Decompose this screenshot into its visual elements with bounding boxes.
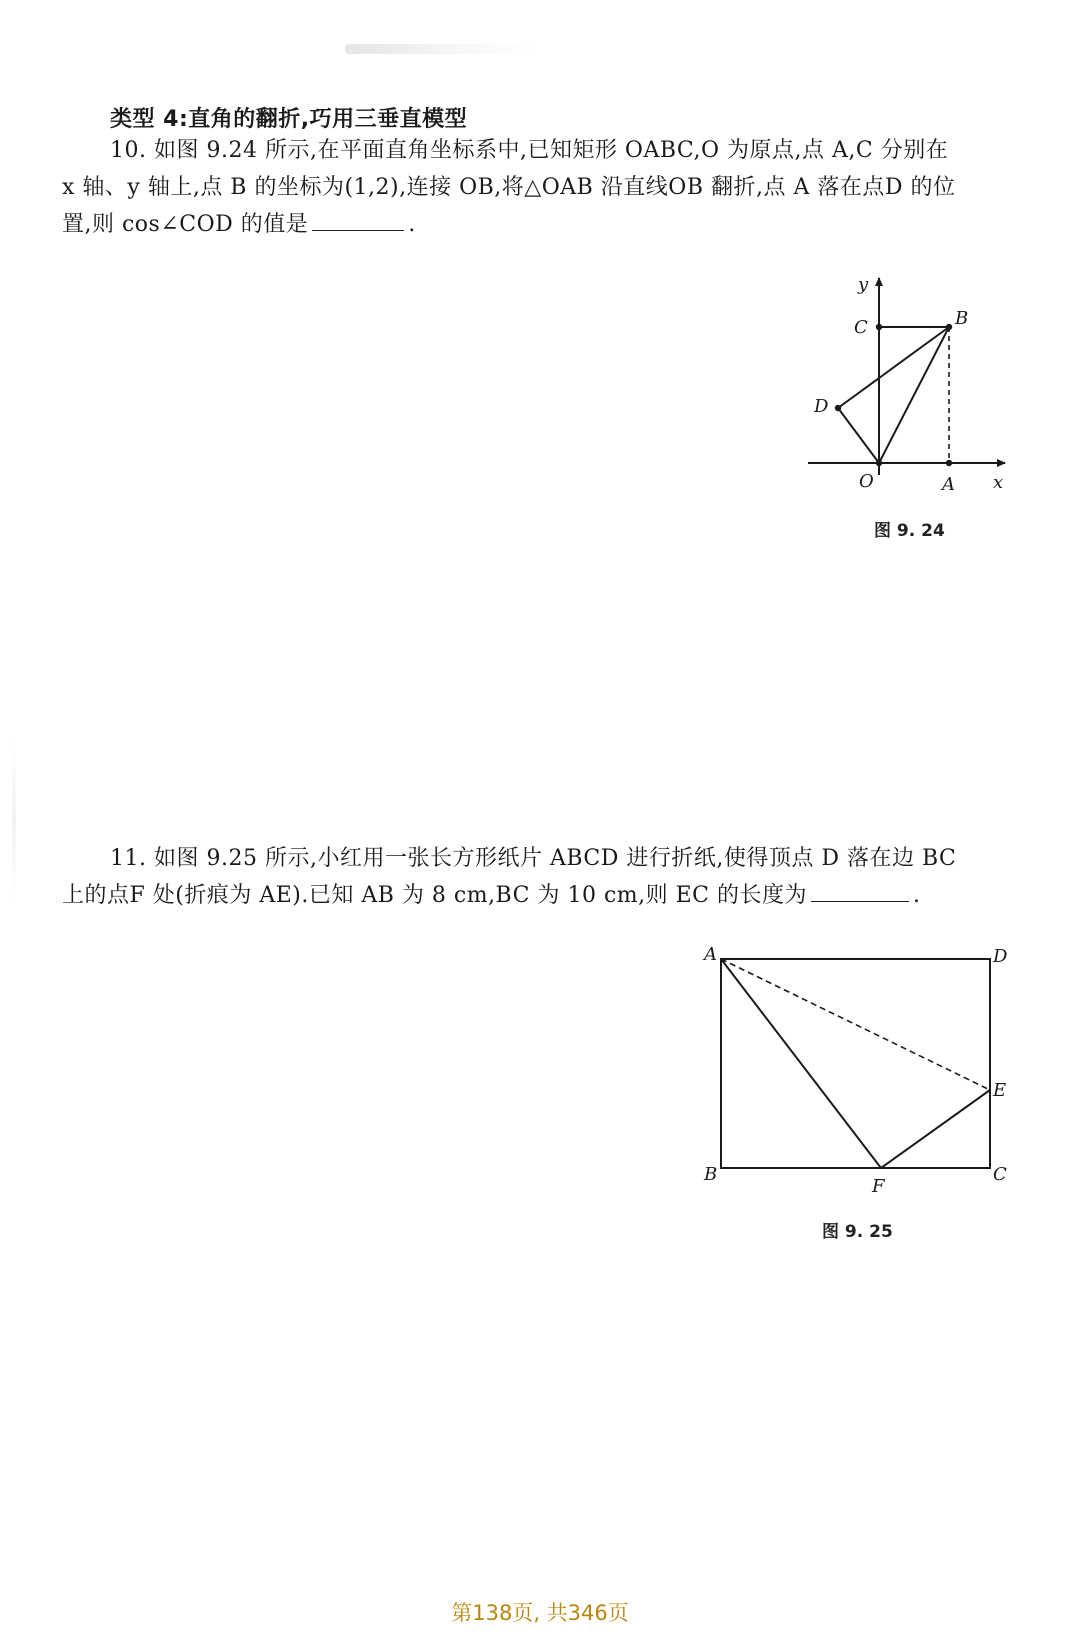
label-c-925: C bbox=[993, 1164, 1007, 1185]
point-a bbox=[946, 460, 952, 466]
label-b-925: B bbox=[704, 1164, 718, 1185]
label-c: C bbox=[854, 317, 868, 338]
problem-10-line-3-text: 置,则 cos∠COD 的值是 bbox=[62, 212, 309, 237]
scan-edge-mark bbox=[12, 740, 16, 900]
problem-10-period: . bbox=[408, 212, 416, 237]
problem-10-line-2: x 轴、y 轴上,点 B 的坐标为(1,2),连接 OB,将△OAB 沿直线OB 翻折,点 A 落在点D 的位 bbox=[62, 175, 956, 200]
problem-10-line-1: 10. 如图 9.24 所示,在平面直角坐标系中,已知矩形 OABC,O 为原点,点 A,C 分别在 bbox=[110, 138, 949, 163]
label-d: D bbox=[814, 396, 829, 417]
label-y: y bbox=[858, 274, 869, 295]
label-x: x bbox=[993, 472, 1004, 493]
label-a: A bbox=[942, 474, 955, 495]
point-d bbox=[835, 405, 841, 411]
point-c bbox=[876, 324, 882, 330]
answer-blank-11 bbox=[811, 879, 909, 902]
section-title: 类型 4:直角的翻折,巧用三垂直模型 bbox=[110, 107, 468, 132]
label-b: B bbox=[955, 308, 969, 329]
label-o: O bbox=[859, 471, 874, 492]
rectangle-abcd bbox=[721, 959, 990, 1168]
segment-db bbox=[838, 327, 949, 408]
page-footer: 第138页, 共346页 bbox=[451, 1601, 629, 1625]
label-e-925: E bbox=[993, 1080, 1007, 1101]
label-f-925: F bbox=[872, 1176, 885, 1197]
segment-ob bbox=[879, 327, 949, 463]
label-d-925: D bbox=[993, 946, 1008, 967]
problem-11 bbox=[62, 840, 1027, 914]
segment-ae-dashed bbox=[721, 959, 990, 1090]
figure-9-25-caption: 图 9. 25 bbox=[822, 1222, 893, 1242]
problem-11-period: . bbox=[913, 883, 921, 908]
label-a-925: A bbox=[704, 944, 717, 965]
problem-11-line-2-text: 上的点F 处(折痕为 AE).已知 AB 为 8 cm,BC 为 10 cm,则 EC 的长度为 bbox=[62, 883, 807, 908]
point-o bbox=[876, 460, 882, 466]
figure-9-25 bbox=[702, 944, 1008, 1197]
segment-af bbox=[721, 959, 881, 1168]
point-b bbox=[946, 324, 952, 330]
segment-fe bbox=[881, 1090, 990, 1168]
segment-od bbox=[838, 408, 879, 463]
problem-11-line-2 bbox=[62, 877, 1027, 914]
problem-11-line-1: 11. 如图 9.25 所示,小红用一张长方形纸片 ABCD 进行折纸,使得顶点 D 落在边 BC bbox=[110, 846, 957, 871]
figure-9-24-caption: 图 9. 24 bbox=[874, 521, 945, 541]
